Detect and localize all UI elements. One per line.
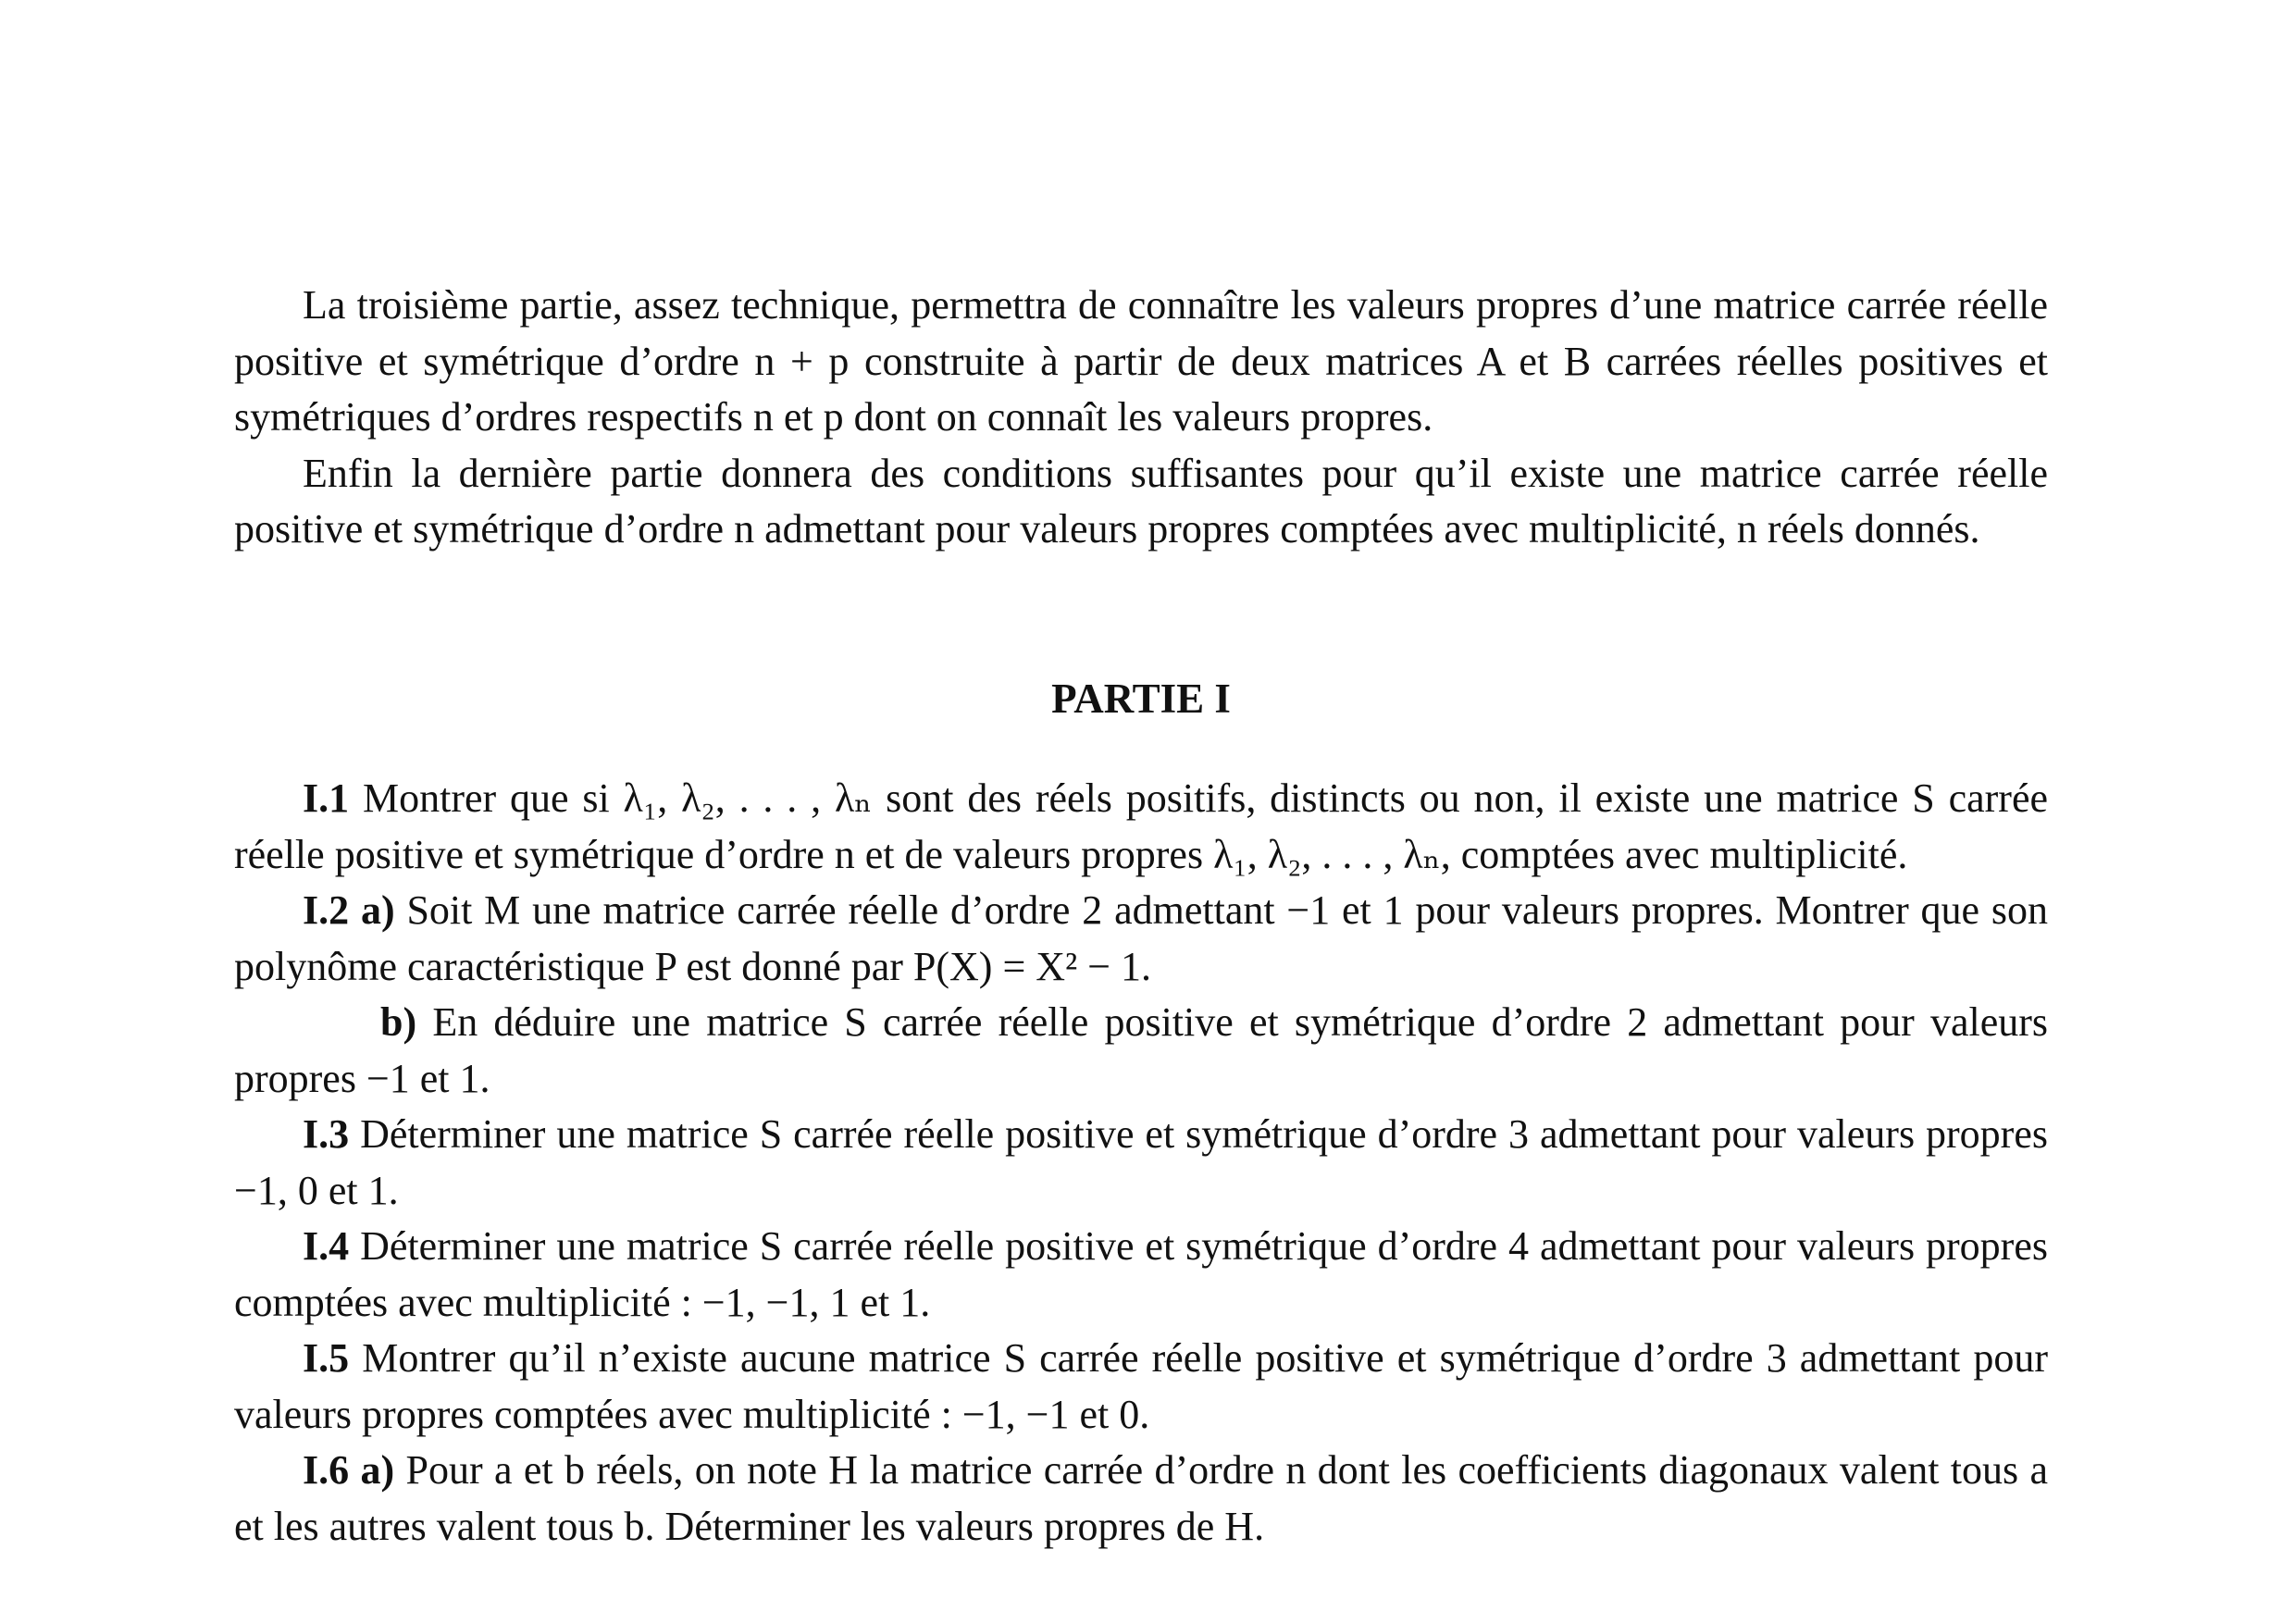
- question-i2b: [234, 995, 2048, 1107]
- question-text: Soit M une matrice carrée réelle d’ordre 2 admettant −1 et 1 pour valeurs propres. Montrer que son polynôme caractéristique P est donné par P(X) = X² − 1.: [234, 887, 2049, 989]
- question-i6a: [234, 1443, 2048, 1555]
- question-text: Montrer que si λ₁, λ₂, . . . , λₙ sont des réels positifs, distincts ou non, il existe une matrice S carrée réelle positive et symétrique d’ordre n et de valeurs propres λ₁, λ₂, . . . , λₙ, comptées avec multiplicité.: [234, 775, 2048, 877]
- question-text: En déduire une matrice S carrée réelle positive et symétrique d’ordre 2 admettant pour valeurs propres −1 et 1.: [234, 999, 2049, 1101]
- questions-section: [234, 771, 2048, 1555]
- question-label: I.1: [303, 775, 350, 821]
- question-i2a: [234, 883, 2048, 995]
- question-i5: [234, 1331, 2048, 1443]
- question-i3: [234, 1107, 2048, 1219]
- question-label: I.2 a): [303, 887, 395, 933]
- question-label: I.5: [303, 1335, 350, 1381]
- intro-section: [234, 278, 2048, 558]
- question-label: I.4: [303, 1223, 350, 1269]
- question-text: Montrer qu’il n’existe aucune matrice S carrée réelle positive et symétrique d’ordre 3 admettant pour valeurs propres comptées avec multiplicité : −1, −1 et 0.: [234, 1335, 2048, 1437]
- intro-paragraph-2: Enfin la dernière partie donnera des conditions suffisantes pour qu’il existe une matrice carrée réelle positive et symétrique d’ordre n admettant pour valeurs propres comptées avec multiplicité, n réels donnés.: [234, 450, 2048, 552]
- question-text: Déterminer une matrice S carrée réelle positive et symétrique d’ordre 4 admettant pour valeurs propres comptées avec multiplicité : −1, −1, 1 et 1.: [234, 1223, 2048, 1325]
- question-label: b): [380, 999, 417, 1045]
- question-text: Déterminer une matrice S carrée réelle positive et symétrique d’ordre 3 admettant pour valeurs propres −1, 0 et 1.: [234, 1111, 2048, 1213]
- question-label: I.3: [303, 1111, 350, 1157]
- question-label: I.6 a): [303, 1447, 395, 1493]
- question-text: Pour a et b réels, on note H la matrice carrée d’ordre n dont les coefficients diagonaux valent tous a et les autres valent tous b. Déterminer les valeurs propres de H.: [234, 1447, 2049, 1549]
- intro-paragraph-1: La troisième partie, assez technique, permettra de connaître les valeurs propres d’une matrice carrée réelle positive et symétrique d’ordre n + p construite à partir de deux matrices A et B carrées réelles positives et symétriques d’ordres respectifs n et p dont on connaît les valeurs propres.: [234, 282, 2048, 440]
- part-title: PARTIE I: [1051, 676, 1231, 722]
- question-i1: [234, 771, 2048, 883]
- question-i4: [234, 1219, 2048, 1331]
